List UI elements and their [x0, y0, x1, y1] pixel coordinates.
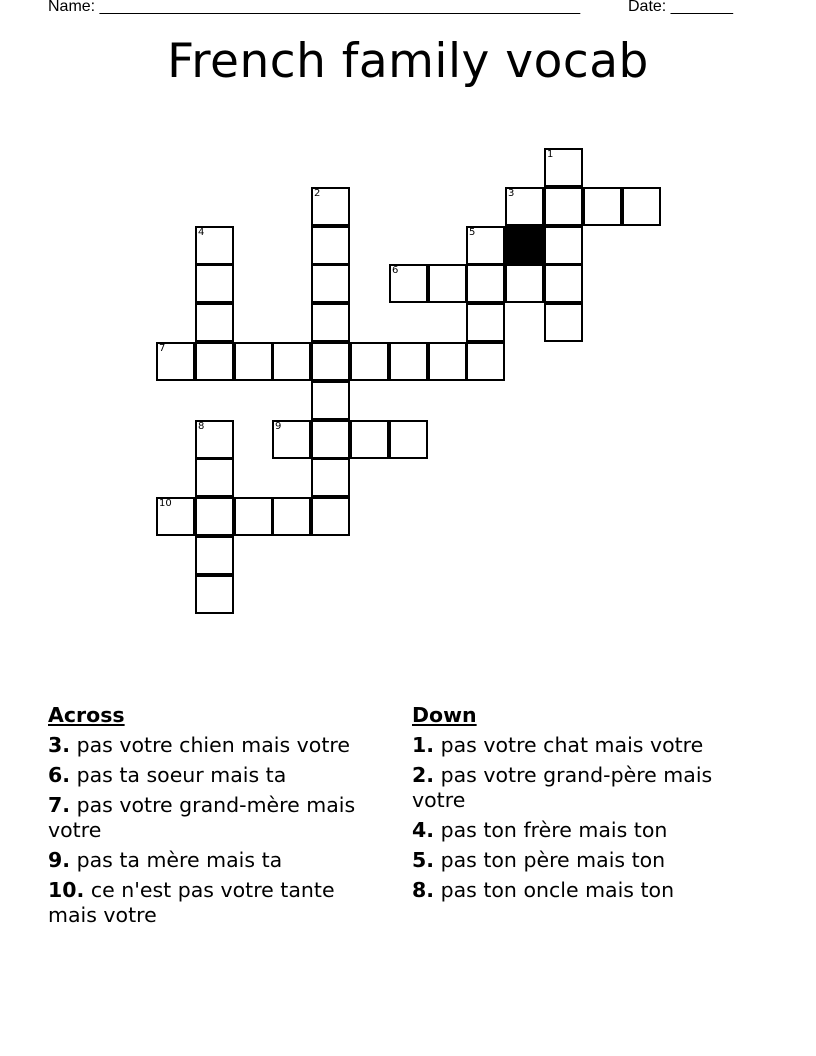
grid-cell[interactable] [195, 226, 234, 265]
clue-text: pas votre chien mais votre [70, 733, 350, 757]
grid-cell[interactable] [350, 420, 389, 459]
grid-cell[interactable] [195, 536, 234, 575]
grid-cell[interactable] [311, 187, 350, 226]
clue-across [48, 763, 378, 788]
grid-cell[interactable] [622, 187, 661, 226]
clue-number: 7. [48, 793, 71, 817]
grid-cell[interactable] [234, 342, 273, 381]
grid-cell[interactable] [195, 264, 234, 303]
clue-across [48, 733, 378, 758]
grid-cell[interactable] [195, 575, 234, 614]
grid-cell[interactable] [272, 497, 311, 536]
clue-across [48, 793, 378, 843]
grid-cell[interactable] [466, 303, 505, 342]
grid-cell[interactable] [195, 497, 234, 536]
grid-cell[interactable] [505, 187, 544, 226]
down-clues [412, 703, 772, 908]
grid-cell[interactable] [583, 187, 622, 226]
clue-text: pas votre grand-père mais votre [412, 763, 713, 812]
clue-text: pas ton frère mais ton [434, 818, 668, 842]
grid-cell[interactable] [389, 264, 428, 303]
clue-text: ce n'est pas votre tante mais votre [48, 878, 335, 927]
grid-cell[interactable] [195, 342, 234, 381]
clue-text: pas ta soeur mais ta [70, 763, 287, 787]
grid-cell[interactable] [156, 342, 195, 381]
clue-down [412, 733, 772, 758]
cell-number: 2 [314, 188, 321, 199]
grid-cell[interactable] [428, 264, 467, 303]
across-clues [48, 703, 378, 933]
clue-across [48, 878, 378, 928]
cell-number: 1 [547, 149, 554, 160]
grid-cell[interactable] [311, 226, 350, 265]
grid-cell[interactable] [311, 303, 350, 342]
grid-cell[interactable] [195, 458, 234, 497]
grid-cell[interactable] [544, 264, 583, 303]
cell-number: 8 [198, 421, 205, 432]
across-heading: Across [48, 703, 125, 727]
cell-number: 9 [275, 421, 282, 432]
clue-number: 8. [412, 878, 435, 902]
clue-text: pas votre grand-mère mais votre [48, 793, 356, 842]
cell-number: 6 [392, 265, 399, 276]
clue-number: 3. [48, 733, 71, 757]
grid-cell[interactable] [311, 458, 350, 497]
grid-cell[interactable] [350, 342, 389, 381]
grid-cell[interactable] [311, 497, 350, 536]
grid-cell[interactable] [544, 303, 583, 342]
clue-number: 6. [48, 763, 71, 787]
grid-cell[interactable] [544, 226, 583, 265]
grid-cell[interactable] [544, 148, 583, 187]
grid-cell[interactable] [428, 342, 467, 381]
grid-cell[interactable] [272, 342, 311, 381]
clue-number: 2. [412, 763, 435, 787]
clue-down [412, 763, 772, 813]
clue-number: 10. [48, 878, 85, 902]
grid-cell[interactable] [311, 264, 350, 303]
grid-cell[interactable] [311, 342, 350, 381]
grid-cell[interactable] [234, 497, 273, 536]
grid-cell[interactable] [466, 264, 505, 303]
cell-number: 3 [508, 188, 515, 199]
cell-number: 5 [469, 227, 476, 238]
clue-number: 4. [412, 818, 435, 842]
clue-text: pas ta mère mais ta [70, 848, 283, 872]
cell-number: 4 [198, 227, 205, 238]
clue-text: pas votre chat mais votre [434, 733, 704, 757]
name-field[interactable]: Name: ______________________________________________________ [48, 0, 581, 15]
clue-down [412, 878, 772, 903]
clue-text: pas ton oncle mais ton [434, 878, 675, 902]
grid-cell[interactable] [195, 303, 234, 342]
cell-number: 7 [159, 343, 166, 354]
date-field[interactable]: Date: _______ [628, 0, 733, 15]
grid-cell[interactable] [272, 420, 311, 459]
clue-number: 5. [412, 848, 435, 872]
grid-cell[interactable] [466, 226, 505, 265]
grid-cell[interactable] [466, 342, 505, 381]
down-heading: Down [412, 703, 477, 727]
grid-cell[interactable] [311, 381, 350, 420]
grid-cell[interactable] [195, 420, 234, 459]
black-cell [505, 226, 544, 265]
page-title: French family vocab [167, 34, 649, 89]
grid-cell[interactable] [311, 420, 350, 459]
clue-across [48, 848, 378, 873]
clue-number: 9. [48, 848, 71, 872]
clue-text: pas ton père mais ton [434, 848, 666, 872]
grid-cell[interactable] [505, 264, 544, 303]
grid-cell[interactable] [389, 342, 428, 381]
clue-down [412, 848, 772, 873]
grid-cell[interactable] [544, 187, 583, 226]
grid-cell[interactable] [389, 420, 428, 459]
clue-number: 1. [412, 733, 435, 757]
grid-cell[interactable] [156, 497, 195, 536]
clue-down [412, 818, 772, 843]
cell-number: 10 [159, 498, 172, 509]
